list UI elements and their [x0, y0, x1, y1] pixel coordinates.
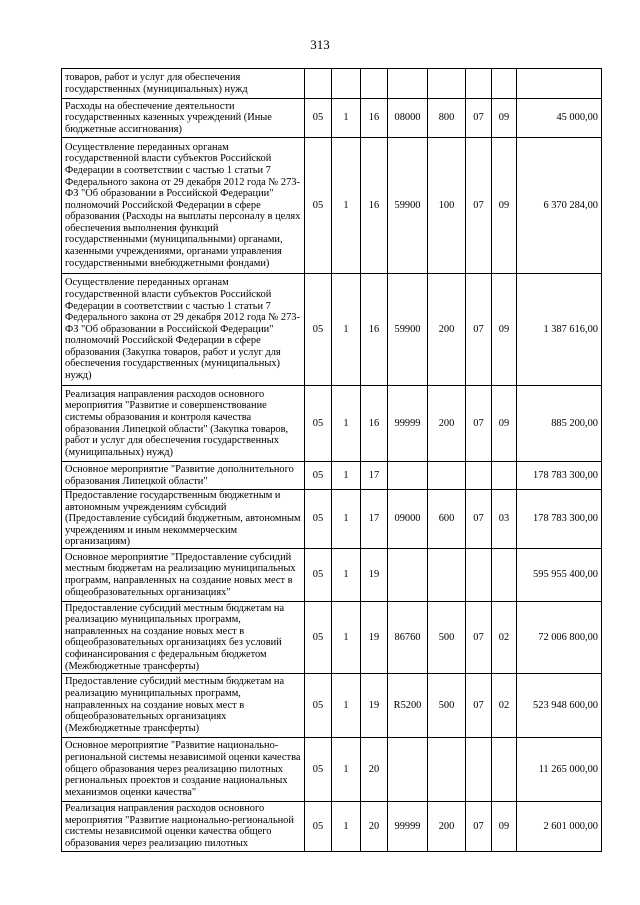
- row-name: Основное мероприятие "Развитие дополнительного образования Липецкой области": [62, 462, 305, 490]
- row-code-c5: 500: [428, 601, 466, 673]
- row-code-c2: 1: [332, 99, 361, 138]
- row-name: Осуществление переданных органам государственной власти субъектов Российской Федерации в соответствии с частью 1 статьи 7 Федерального закона от 29 декабря 2012 года № 273-ФЗ "Об образовании в Российской Федерации" полномочий Российской Федерации в сфере образования (Расходы на выплаты персоналу в целях обеспечения выполнения функций государственными (муниципальными) органами, казенными учреждениями, органами управления государственными внебюджетными фондами): [62, 138, 305, 274]
- row-code-c5: [428, 69, 466, 99]
- row-code-c7: [492, 462, 517, 490]
- row-code-c3: 17: [361, 490, 388, 549]
- row-code-c6: 07: [466, 99, 492, 138]
- row-code-c6: [466, 462, 492, 490]
- row-code-c6: 07: [466, 138, 492, 274]
- row-code-c7: 02: [492, 673, 517, 737]
- table-row: [62, 69, 602, 99]
- row-code-c2: 1: [332, 801, 361, 851]
- row-code-c4: 99999: [388, 386, 428, 462]
- row-code-c6: 07: [466, 490, 492, 549]
- row-code-c1: 05: [305, 801, 332, 851]
- row-code-c2: 1: [332, 737, 361, 801]
- row-code-c1: [305, 69, 332, 99]
- row-code-c7: 09: [492, 99, 517, 138]
- row-amount: 72 006 800,00: [517, 601, 602, 673]
- table-row: [62, 138, 602, 274]
- row-code-c5: 500: [428, 673, 466, 737]
- row-code-c3: [361, 69, 388, 99]
- row-amount: 595 955 400,00: [517, 548, 602, 601]
- row-code-c6: [466, 69, 492, 99]
- row-code-c4: 86760: [388, 601, 428, 673]
- row-code-c7: 09: [492, 386, 517, 462]
- row-code-c2: 1: [332, 138, 361, 274]
- row-code-c2: 1: [332, 548, 361, 601]
- row-amount: 523 948 600,00: [517, 673, 602, 737]
- table-row: [62, 737, 602, 801]
- row-code-c3: 16: [361, 138, 388, 274]
- row-code-c3: 16: [361, 99, 388, 138]
- row-code-c4: [388, 69, 428, 99]
- row-code-c3: 19: [361, 601, 388, 673]
- row-code-c1: 05: [305, 737, 332, 801]
- row-code-c5: 100: [428, 138, 466, 274]
- row-code-c4: 99999: [388, 801, 428, 851]
- row-code-c7: 09: [492, 801, 517, 851]
- row-code-c3: 17: [361, 462, 388, 490]
- row-name: Основное мероприятие "Развитие национально-региональной системы независимой оценки качества общего образования через реализацию пилотных региональных проектов и создание национальных механизмов оценки качества": [62, 737, 305, 801]
- row-code-c1: 05: [305, 673, 332, 737]
- row-code-c6: 07: [466, 673, 492, 737]
- row-code-c1: 05: [305, 462, 332, 490]
- row-code-c3: 20: [361, 737, 388, 801]
- row-amount: 178 783 300,00: [517, 490, 602, 549]
- row-name: Расходы на обеспечение деятельности государственных казенных учреждений (Иные бюджетные ассигнования): [62, 99, 305, 138]
- row-amount: 1 387 616,00: [517, 274, 602, 386]
- row-code-c4: 08000: [388, 99, 428, 138]
- table-body: [62, 69, 602, 852]
- row-code-c4: [388, 548, 428, 601]
- row-code-c2: 1: [332, 601, 361, 673]
- row-code-c4: [388, 462, 428, 490]
- row-amount: 2 601 000,00: [517, 801, 602, 851]
- row-code-c3: 19: [361, 673, 388, 737]
- row-amount: 6 370 284,00: [517, 138, 602, 274]
- row-code-c1: 05: [305, 548, 332, 601]
- row-code-c7: 03: [492, 490, 517, 549]
- row-name: Основное мероприятие "Предоставление субсидий местным бюджетам на реализацию муниципальных программ, направленных на создание новых мест в общеобразовательных организациях": [62, 548, 305, 601]
- row-name: Реализация направления расходов основного мероприятия "Развитие и совершенствование системы образования и контроля качества образования Липецкой области" (Закупка товаров, работ и услуг для обеспечения государственных (муниципальных) нужд): [62, 386, 305, 462]
- row-code-c4: 59900: [388, 274, 428, 386]
- row-code-c5: 200: [428, 274, 466, 386]
- row-code-c6: 07: [466, 386, 492, 462]
- row-code-c2: 1: [332, 274, 361, 386]
- row-name: Предоставление субсидий местным бюджетам на реализацию муниципальных программ, направленных на создание новых мест в общеобразовательных организациях (Межбюджетные трансферты): [62, 673, 305, 737]
- row-code-c7: 09: [492, 274, 517, 386]
- table-row: [62, 601, 602, 673]
- row-code-c5: 200: [428, 386, 466, 462]
- row-code-c6: 07: [466, 801, 492, 851]
- row-code-c4: 09000: [388, 490, 428, 549]
- table-row: [62, 673, 602, 737]
- table-row: [62, 548, 602, 601]
- page-number: 313: [310, 37, 330, 52]
- row-code-c1: 05: [305, 601, 332, 673]
- table-row: [62, 462, 602, 490]
- row-name: Предоставление государственным бюджетным и автономным учреждениям субсидий (Предоставление субсидий бюджетным, автономным учреждениям и иным некоммерческим организациям): [62, 490, 305, 549]
- row-amount: 885 200,00: [517, 386, 602, 462]
- row-name: Реализация направления расходов основного мероприятия "Развитие национально-региональной системы независимой оценки качества общего образования через реализацию пилотных: [62, 801, 305, 851]
- row-name: Предоставление субсидий местным бюджетам на реализацию муниципальных программ, направленных на создание новых мест в общеобразовательных организациях без условий софинансирования с федеральным бюджетом (Межбюджетные трансферты): [62, 601, 305, 673]
- table-row: [62, 801, 602, 851]
- row-code-c4: 59900: [388, 138, 428, 274]
- row-code-c6: [466, 548, 492, 601]
- row-code-c5: 200: [428, 801, 466, 851]
- row-code-c5: 600: [428, 490, 466, 549]
- row-name: товаров, работ и услуг для обеспечения государственных (муниципальных) нужд: [62, 69, 305, 99]
- row-code-c2: 1: [332, 490, 361, 549]
- table-row: [62, 490, 602, 549]
- row-amount: 11 265 000,00: [517, 737, 602, 801]
- row-code-c6: [466, 737, 492, 801]
- row-code-c5: [428, 737, 466, 801]
- row-code-c2: 1: [332, 462, 361, 490]
- budget-table: [61, 68, 602, 852]
- row-code-c7: 09: [492, 138, 517, 274]
- row-code-c1: 05: [305, 274, 332, 386]
- row-code-c1: 05: [305, 490, 332, 549]
- row-code-c5: 800: [428, 99, 466, 138]
- row-code-c3: 20: [361, 801, 388, 851]
- row-code-c2: [332, 69, 361, 99]
- row-code-c7: [492, 737, 517, 801]
- row-code-c3: 16: [361, 274, 388, 386]
- row-code-c4: R5200: [388, 673, 428, 737]
- table-row: [62, 274, 602, 386]
- row-code-c7: 02: [492, 601, 517, 673]
- row-code-c7: [492, 548, 517, 601]
- row-code-c6: 07: [466, 274, 492, 386]
- row-code-c3: 19: [361, 548, 388, 601]
- row-code-c1: 05: [305, 138, 332, 274]
- row-code-c3: 16: [361, 386, 388, 462]
- row-code-c7: [492, 69, 517, 99]
- table-row: [62, 99, 602, 138]
- row-code-c2: 1: [332, 673, 361, 737]
- row-amount: 178 783 300,00: [517, 462, 602, 490]
- row-code-c1: 05: [305, 386, 332, 462]
- row-code-c2: 1: [332, 386, 361, 462]
- row-amount: 45 000,00: [517, 99, 602, 138]
- row-amount: [517, 69, 602, 99]
- row-name: Осуществление переданных органам государственной власти субъектов Российской Федерации в соответствии с частью 1 статьи 7 Федерального закона от 29 декабря 2012 года № 273-ФЗ "Об образовании в Российской Федерации" полномочий Российской Федерации в сфере образования (Закупка товаров, работ и услуг для обеспечения государственных (муниципальных) нужд): [62, 274, 305, 386]
- table-row: [62, 386, 602, 462]
- row-code-c5: [428, 462, 466, 490]
- row-code-c6: 07: [466, 601, 492, 673]
- row-code-c1: 05: [305, 99, 332, 138]
- row-code-c4: [388, 737, 428, 801]
- row-code-c5: [428, 548, 466, 601]
